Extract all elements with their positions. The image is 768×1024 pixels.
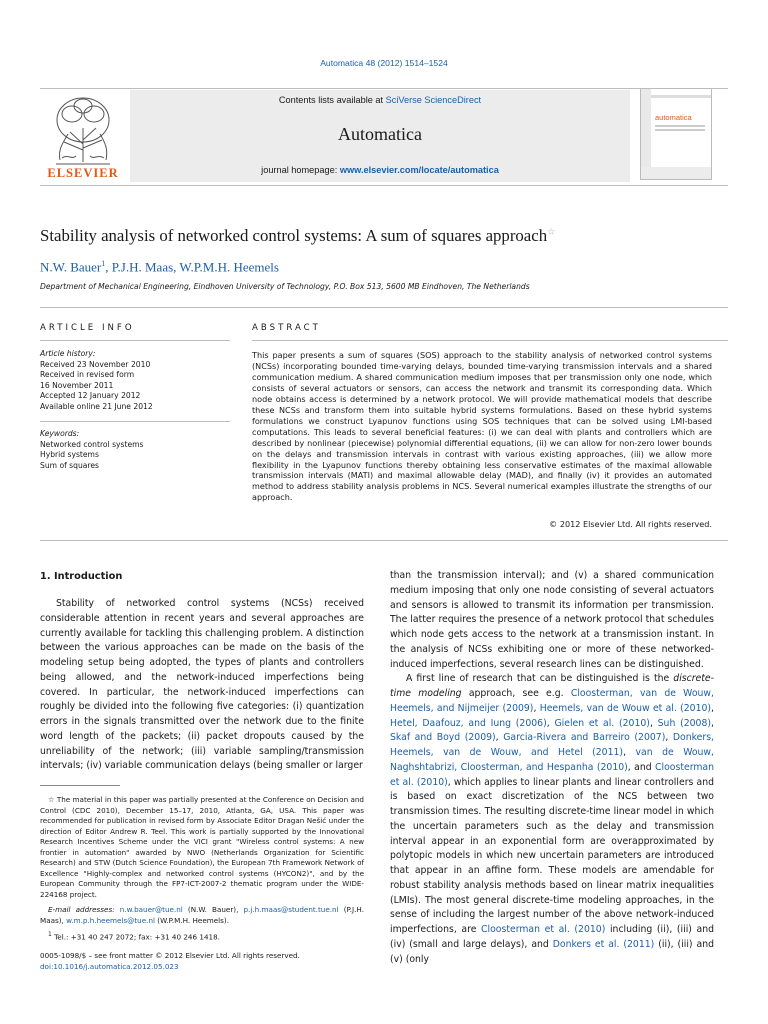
citation-cloosterman-2010[interactable]: Cloosterman et al. (2010)	[390, 761, 715, 788]
sciencedirect-link[interactable]: SciVerse ScienceDirect	[385, 95, 482, 105]
divider-body	[40, 540, 728, 541]
citation-heemels-2010[interactable]: Heemels, van de Wouw et al. (2010)	[539, 702, 712, 714]
journal-homepage: journal homepage: www.elsevier.com/locate/automatica	[261, 165, 499, 175]
citation-cloosterman-2010-b[interactable]: Cloosterman et al. (2010)	[481, 924, 606, 935]
divider-abstract	[252, 340, 728, 341]
citation-van-de-wouw-2010[interactable]: van de Wouw, Naghshtabrizi, Cloosterman, and Hespanha (2010)	[390, 747, 714, 773]
footnote-emails: E-mail addresses: n.w.bauer@tue.nl (N.W. Bauer), p.j.h.maas@student.tue.nl (P.J.H. Maas), w.m.p.h.heemels@tue.nl (W.P.M.H. Heemels).	[40, 905, 364, 925]
abstract-text: This paper presents a sum of squares (SOS) approach to the stability analysis of networked control systems (NCSs) incorporating bounded time-varying delays, bounded time-varying transmission intervals and a shared communication medium. A shared communication medium imposes that per transmission only one node, which consists of several actuators or sensors, can access the network and transmit its corresponding data. Which node obtains access is determined by a network protocol. We will provide mathematical models that describe these NCSs and transform them into suitable hybrid systems formulations. Based on these hybrid systems formulations we construct Lyapunov functions using SOS techniques that can be solved using LMI-based computations. This leads to several beneficial features: (i) we can deal with plants and controllers which are described by nonlinear (piecewise) polynomial differential equations, (ii) we can allow for non-zero lower bounds on the delays and transmission intervals in contrast with various existing approaches, (iii) we allow more flexibility in the Lyapunov functions thereby obtaining less conservative estimates of the maximal allowable transmission intervals (MATI) and maximal allowable delay (MAD), and finally (iv) it provides an automated method to address stability analysis problems in NCS. Several numerical examples illustrate the strengths of our approach.	[252, 350, 712, 503]
divider-keywords	[40, 421, 230, 422]
footnote-tel: $^1$ Tel.: +31 40 247 2072; fax: +31 40 246 1418.	[48, 931, 220, 942]
intro-paragraph-continued: than the transmission interval); and (v) a shared communication medium imposing that only one node consisting of several actuators and sensors is allowed to transmit its information per transmission. The latter requires the presence of a network protocol that schedules which node gets access to the network at a transmission instant. In the analysis of NCSs exhibiting one or more of these networked-induced imperfections, several research lines can be distinguished.	[390, 570, 714, 670]
homepage-link[interactable]: www.elsevier.com/locate/automatica	[339, 165, 499, 175]
keywords: Keywords: Networked control systems Hybrid systems Sum of squares	[40, 429, 144, 470]
email-link-maas[interactable]: p.j.h.maas@student.tue.nl	[243, 905, 339, 914]
cover-strip	[641, 95, 711, 98]
citation-garcia-rivera-2007[interactable]: Garcia-Rivera and Barreiro (2007)	[503, 732, 666, 744]
paper-title: Stability analysis of networked control systems: A sum of squares approach☆	[40, 226, 556, 245]
citation-suh-2008[interactable]: Suh (2008)	[657, 717, 712, 729]
contents-line: Contents lists available at SciVerse ScienceDirect	[278, 95, 482, 105]
journal-cover-thumbnail	[640, 88, 712, 180]
elsevier-logo: ELSEVIER	[47, 166, 119, 180]
citation-cloosterman-2009[interactable]: Cloosterman, van de Wouw, Heemels, and Nijmeijer (2009)	[390, 688, 714, 714]
citation-skaf-2009[interactable]: Skaf and Boyd (2009)	[390, 732, 496, 744]
author-list[interactable]: N.W. Bauer$^1$, P.J.H. Maas, W.P.M.H. Heemels	[40, 259, 279, 275]
intro-paragraph-2: A first line of research that can be distinguished is the discrete-time modeling approach, see e.g. Cloosterman, van de Wouw, Heemels, and Nijmeijer (2009), Heemels, van de Wouw et al. (2010), Hetel, Daafouz, and Iung (2006), Gielen et al. (2010), Suh (2008), Skaf and Boyd (2009), Garcia-Rivera and Barreiro (2007), Donkers, Heemels, van de Wouw, and Hetel (2011), van de Wouw, Naghshtabrizi, Cloosterman, and Hespanha (2010), and Cloosterman et al. (2010), which applies to linear plants and linear controllers and is based on exact discretization of the NCS between two transmission times. The resulting discrete-time linear model in which the uncertain parameters such as the delay and transmission interval appear in an exponential form are overapproximated by polytopic models in which new uncertain parameters are introduced that appear in an affine form. These models are amendable for robust stability analysis methods based on linear matrix inequalities (LMIs). The most general discrete-time modeling approaches, in the sense of including the largest number of the above network-induced imperfections, are Cloosterman et al. (2010) including (ii), (iii) and (iv) (small and large delays), and Donkers et al. (2011) (ii), (iii) and (v) (only	[390, 673, 715, 965]
citation-donkers-2011[interactable]: Donkers, Heemels, van de Wouw, and Hetel (2011)	[390, 732, 714, 758]
cover-bottom	[641, 167, 711, 179]
citation-donkers-2011-b[interactable]: Donkers et al. (2011)	[552, 938, 655, 950]
journal-reference-link[interactable]: Automatica 48 (2012) 1514–1524	[320, 58, 448, 68]
author-footnote-mark[interactable]: 1	[101, 259, 106, 268]
affiliation: Department of Mechanical Engineering, Eindhoven University of Technology, P.O. Box 513, 5600 MB Eindhoven, The Netherlands	[40, 282, 530, 291]
divider-info	[40, 340, 230, 341]
abstract-copyright: © 2012 Elsevier Ltd. All rights reserved.	[549, 519, 712, 529]
email-link-heemels[interactable]: w.m.p.h.heemels@tue.nl	[66, 915, 156, 925]
intro-paragraph-1: Stability of networked control systems (NCSs) received considerable attention in recent years and several approaches are currently available for tackling this challenging problem. A distinction between the various approaches can be made on the basis of the modeling setup being adopted, the types of plants and controllers being allowed, and the network-induced imperfections being covered. In particular, the network-induced imperfections can roughly be divided into the following five categories: (i) quantization errors in the signals transmitted over the network due to the finite word length of the packets; (ii) packet dropouts caused by the unreliability of the network; (iii) variable sampling/transmission intervals; (iv) variable communication delays (being smaller or larger	[40, 598, 364, 772]
cover-side-bar	[641, 89, 651, 179]
citation-gielen-2010[interactable]: Gielen et al. (2010)	[554, 717, 650, 729]
journal-reference[interactable]	[0, 58, 768, 68]
abstract-heading: ABSTRACT	[252, 323, 321, 333]
cover-lines	[655, 125, 705, 127]
issn-line: 0005-1098/$ – see front matter © 2012 Elsevier Ltd. All rights reserved.	[40, 951, 300, 960]
cover-title: automatica	[655, 113, 692, 122]
doi-line[interactable]	[40, 962, 364, 973]
citation-hetel-2006[interactable]: Hetel, Daafouz, and Iung (2006)	[390, 717, 547, 729]
email-link-bauer[interactable]: n.w.bauer@tue.nl	[119, 905, 183, 914]
title-footnote-mark[interactable]: ☆	[547, 226, 556, 237]
divider-top	[40, 307, 728, 308]
footnote-rule	[40, 785, 120, 786]
article-info-heading: ARTICLE INFO	[40, 323, 135, 333]
doi-link[interactable]: doi:10.1016/j.automatica.2012.05.023	[40, 962, 179, 971]
footnote-star: ☆ The material in this paper was partially presented at the Conference on Decision and Control (CDC 2010), December 15–17, 2010, Atlanta, GA, USA. This paper was recommended for publication in revised form by Associate Editor Dragan Nešić under the direction of Editor Andrew R. Teel. This work is partially supported by the Innovational Research Incentives Scheme under the VICI grant "Wireless control systems: A new frontier in automation" awarded by NWO (Netherlands Organization for Scientific Research) and STW (Dutch Science Foundation), the European 7th Framework Network of Excellence "Highly-complex and networked control systems (HYCON2)", and by the European Community through the FP7-ICT-2007-2 thematic program under the WIDE-224168 project.	[40, 795, 364, 899]
article-history: Article history: Received 23 November 2010 Received in revised form 16 November 2011 Accepted 12 January 2012 Available online 21 June 2012	[40, 349, 153, 411]
journal-name: Automatica	[338, 124, 422, 144]
section-heading-introduction: 1. Introduction	[40, 571, 123, 582]
intro-right-column	[390, 569, 714, 967]
